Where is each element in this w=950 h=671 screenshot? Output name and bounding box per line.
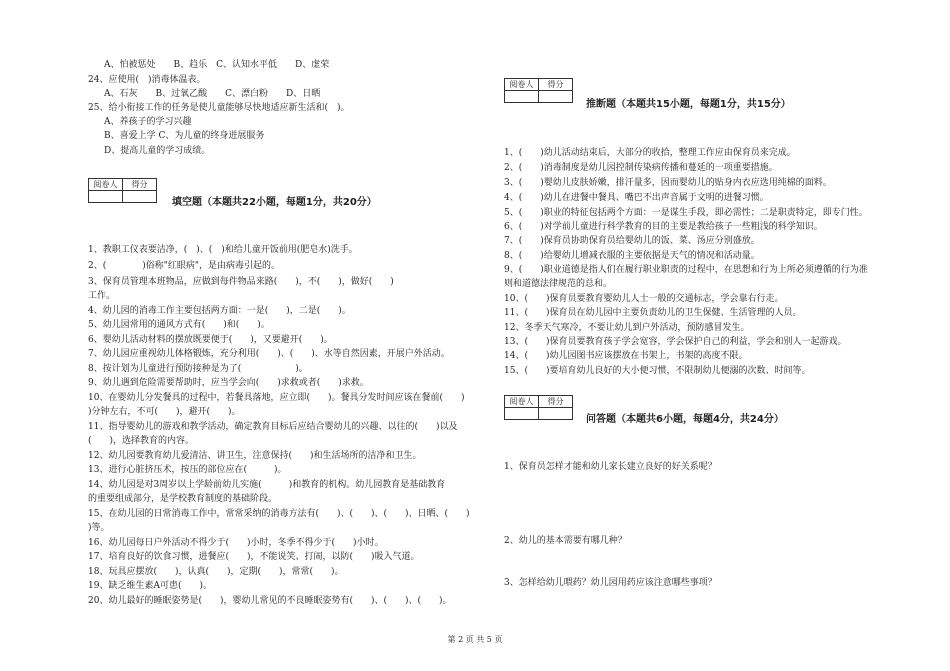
score-label: 得分 [123,179,157,191]
judge-item: 10、( )保育员要教育婴幼儿人士一般的交通标志，学会靠右行走。 [504,294,784,304]
fill-item: ( )，选择教育的内容。 [88,436,195,446]
question-25: 25、给小衔接工作的任务是使儿童能够尽快地适应新生活和( )。 [88,103,350,113]
qa-item: 1、保育员怎样才能和幼儿家长建立良好的好关系呢？ [504,462,717,472]
fill-item: 17、培育良好的饮食习惯，进餐应( )，不能说笑、打闹，以防( )吸入气道。 [88,552,420,562]
fill-item: 1、教职工仪表要洁净，( )、( )和给儿童开饭前用(肥皂水)洗手。 [88,245,358,255]
mc-option-line: A、石灰 B、过氧乙酸 C、漂白粉 D、日晒 [104,89,321,99]
judge-item: 则和道德法律规范的总和。 [504,279,613,289]
qa-item: 3、怎样给幼儿喂药？幼儿园用药应该注意哪些事项？ [504,578,717,588]
page-footer: 第 2 页 共 5 页 [447,635,503,644]
judge-item: 11、( )保育员在幼儿园中主要负责幼儿的卫生保健、生活管理的人员。 [504,308,802,318]
fill-item: 5、幼儿园常用的通风方式有( )和( )。 [88,320,270,330]
judge-item: 9、( )职业道德是指人们在履行职业职责的过程中，在思想和行为上所必须遵循的行为准 [504,265,868,275]
fill-item: )分钟左右，不可( )，避开( )。 [88,407,241,417]
score-box-qa [504,395,573,420]
qa-item: 2、幼儿的基本需要有哪几种？ [504,536,627,546]
fill-item: 16、幼儿园每日户外活动不得少于( )小时，冬季不得少于( )小时。 [88,538,384,548]
fill-item: 15、在幼儿园的日常消毒工作中，常常采纳的消毒方法有( )、( )、( )、日晒、( ) [88,509,470,519]
fill-item: 3、保育员管理本班物品，应做到每件物品来路( )，不( )，做好( ) [88,277,394,287]
judge-item: 4、( )幼儿在进餐中餐具、嘴巴不出声音属于文明的进餐习惯。 [504,193,769,203]
fill-item: 的重要组成部分，是学校教育制度的基础阶段。 [88,494,278,504]
fill-section-title: 填空题（本题共22小题，每题1分，共20分） [172,197,377,208]
mc-option-line: A、养孩子的学习兴趣 [104,117,192,127]
fill-item: 4、幼儿园的消毒工作主要包括两方面：一是( )，二是( )。 [88,306,351,316]
mc-option-line: B、喜爱上学 C、为儿童的终身进展服务 [104,131,265,141]
fill-item: 12、幼儿园要教育幼儿爱清洁、讲卫生，注意保持( )和生活场所的洁净和卫生。 [88,451,422,461]
score-box-judge [504,78,573,103]
fill-item: 19、缺乏维生素A可患( )。 [88,581,212,591]
grader-label: 阅卷人 [505,396,539,408]
judge-item: 5、( )职业的特征包括两个方面：一是谋生手段，即必需性；二是职责特定，即专门性。 [504,208,868,218]
fill-item: 20、幼儿最好的睡眠姿势是( )，婴幼儿常见的不良睡眠姿势有( )、( )、( )。 [88,596,452,606]
judge-item: 8、( )给婴幼儿增减衣服的主要依据是天气的情况和活动量。 [504,251,760,261]
judge-item: 12、冬季天气寒冷，不要让幼儿到户外活动，预防感冒发生。 [504,323,750,333]
score-cell [123,191,157,203]
judge-item: 14、( )幼儿园图书应该摆放在书架上，书架的高度不限。 [504,351,748,361]
judge-item: 3、( )婴幼儿皮肤娇嫩，排汗量多，因而婴幼儿的贴身内衣应选用纯棉的面料。 [504,178,832,188]
judge-item: 7、( )保育员协助保育员给婴幼儿的饭、菜、汤应分别盛放。 [504,236,760,246]
fill-item: 7、幼儿园应重视幼儿体格锻炼，充分利用( )、( )、水等自然因素，开展户外活动。 [88,349,450,359]
fill-item: 18、玩具应摆放( )，认真( )，定期( )，常常( )。 [88,567,344,577]
score-box-fill [88,178,157,203]
judge-section-title: 推断题（本题共15小题，每题1分，共15分） [586,99,791,110]
judge-item: 1、( )幼儿活动结束后，大部分的收拾，整理工作应由保育员来完成。 [504,148,796,158]
fill-item: 9、幼儿遇到危险需要帮助时，应当学会向( )求救或者( )求救。 [88,378,369,388]
fill-item: 工作。 [88,291,116,301]
grader-cell [89,191,123,203]
judge-item: 13、( )保育员要教育孩子学会宽容，学会保护自己的利益，学会和别人一起游戏。 [504,337,847,347]
judge-item: 2、( )消毒制度是幼儿园控制传染病传播和蔓延的一项重要措施。 [504,163,778,173]
question-24: 24、应使用( )消毒体温表。 [88,75,206,85]
fill-item: 8、按计划为儿童进行预防接种是为了( )。 [88,364,308,374]
judge-item: 6、( )对学前儿童进行科学教育的目的主要是教给孩子一些粗浅的科学知识。 [504,222,823,232]
fill-item: 14、幼儿园是对3周岁以上学龄前幼儿实施( )和教育的机构。幼儿园教育是基础教育 [88,480,446,490]
score-cell [539,408,573,420]
judge-item: 15、( )要培育幼儿良好的大小便习惯，不限制幼儿便溺的次数、时间等。 [504,366,811,376]
grader-label: 阅卷人 [505,79,539,91]
mc-option-line: D、提高儿童的学习成绩。 [104,146,211,156]
fill-item: 11、指导婴幼儿的游戏和教学活动，确定教育目标后应结合婴幼儿的兴趣、以往的( )以及 [88,422,458,432]
qa-section-title: 问答题（本题共6小题，每题4分，共24分） [586,414,784,425]
score-label: 得分 [539,396,573,408]
fill-item: )等。 [88,523,110,533]
grader-cell [505,408,539,420]
fill-item: 10、在婴幼儿分发餐具的过程中，若餐具落地，应立即( )。餐具分发时间应该在餐前( ) [88,393,465,403]
fill-item: 13、进行心脏挤压术，按压的部位应在( )。 [88,465,287,475]
score-cell [539,91,573,103]
score-label: 得分 [539,79,573,91]
grader-cell [505,91,539,103]
grader-label: 阅卷人 [89,179,123,191]
fill-item: 6、婴幼儿活动材料的摆放既要便于( )，又要避开( )。 [88,335,333,345]
fill-item: 2、( )俗称"红眼病"，是由病毒引起的。 [88,261,281,271]
mc-option-line: A、怕被惩处 B、趋乐 C、认知水平低 D、虚荣 [104,60,330,70]
